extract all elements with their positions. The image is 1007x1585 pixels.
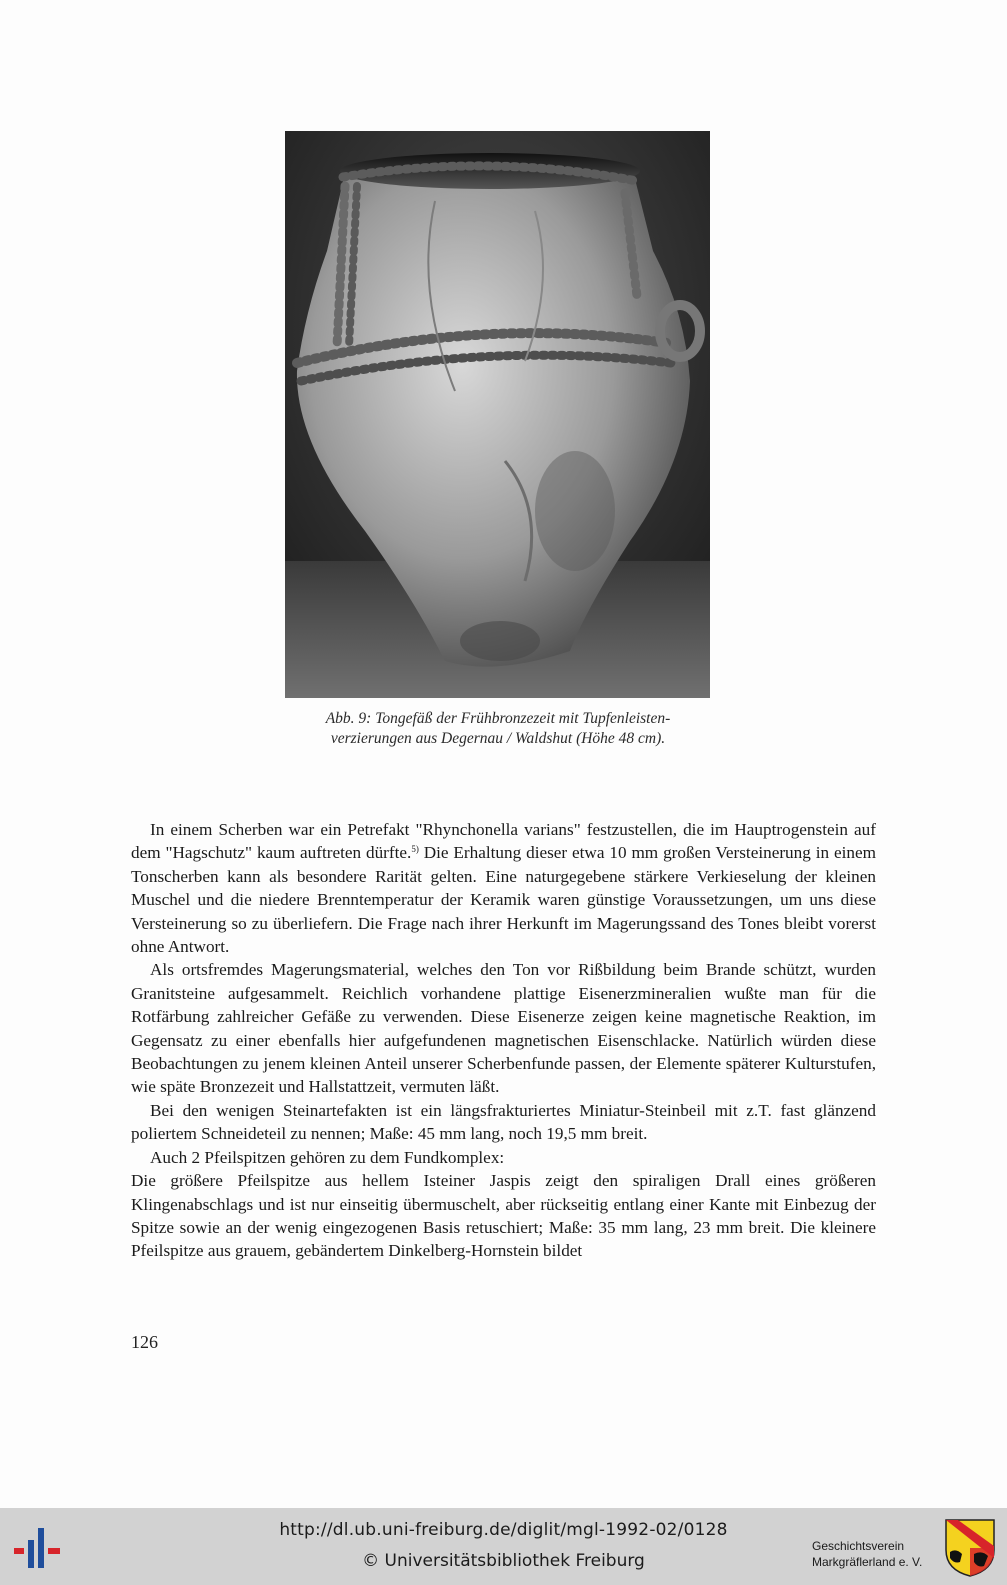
vessel-photo <box>285 131 710 698</box>
footer-bar <box>0 1508 1007 1585</box>
society-name <box>812 1538 942 1570</box>
society-line-1: Geschichtsverein <box>812 1539 905 1553</box>
footnote-reference[interactable]: 5) <box>411 844 419 855</box>
vessel-illustration <box>285 131 710 698</box>
caption-line-2: verzierungen aus Degernau / Waldshut (Höhe 48 cm). <box>330 730 666 747</box>
copyright-notice: © Universitätsbibliothek Freiburg <box>362 1551 645 1571</box>
paragraph-1-part-b: Die Erhaltung dieser etwa 10 mm großen Versteinerung in einem Tonscherben kann als besondere Rarität gelten. Eine naturgegebene stärkere Verkieselung der kleinen Muschel und die niedere Brenntemperatur der Keramik waren günstige Voraussetzungen, um uns diese Versteinerung so zu überliefern. Die Frage nach ihrer Herkunft im Magerungssand des Tones bleibt vorerst ohne Antwort. <box>131 843 876 957</box>
society-line-2: Markgräflerland e. V. <box>812 1555 923 1569</box>
permalink-url[interactable]: http://dl.ub.uni-freiburg.de/diglit/mgl-1992-02/0128 <box>279 1520 728 1540</box>
paragraph-1-part-a: In einem Scherben war ein Petrefakt "Rhynchonella varians" festzustellen, die im Hauptrogenstein auf dem "Hagschutz" kaum auftreten dürfte. <box>131 820 876 863</box>
coat-of-arms-icon[interactable] <box>944 1518 996 1578</box>
article-body <box>131 818 876 1263</box>
paragraph-3: Bei den wenigen Steinartefakten ist ein längsfrakturiertes Miniatur-Steinbeil mit z.T. fast glänzend poliertem Schneideteil zu nennen; Maße: 45 mm lang, noch 19,5 mm breit. <box>131 1100 876 1144</box>
paragraph-2: Als ortsfremdes Magerungsmaterial, welches den Ton vor Rißbildung beim Brande schützt, wurden Granitsteine aufgesammelt. Reichlich vorhandene plattige Eisenerzmineralien wußte man für die Rotfärbung zahlreicher Gefäße zu verwenden. Diese Eisenerze zeigen keine magnetische Reaktion, im Gegensatz zu einer ebenfalls hier aufgefundenen magnetischen Eisenschlacke. Natürlich würden diese Beobachtungen zu jenem kleinen Anteil unserer Scherbenfunde passen, der Elemente späterer Kulturstufen, wie späte Bronzezeit und Hallstattzeit, vermuten läßt. <box>131 960 876 1097</box>
paragraph-5: Die größere Pfeilspitze aus hellem Isteiner Jaspis zeigt den spiraligen Drall eines größeren Klingenabschlags und ist nur einseitig übermuschelt, aber rückseitig entlang einer Kante mit Einbezug der Spitze sowie an der wenig eingezogenen Basis retuschiert; Maße: 35 mm lang, 23 mm breit. Die kleinere Pfeilspitze aus grauem, gebändertem Dinkelberg-Hornstein bildet <box>131 1171 876 1261</box>
page-number: 126 <box>131 1332 158 1352</box>
caption-line-1: Abb. 9: Tongefäß der Frühbronzezeit mit Tupfenleisten- <box>325 710 671 727</box>
paragraph-4: Auch 2 Pfeilspitzen gehören zu dem Fundkomplex: <box>150 1147 505 1167</box>
paragraph-1 <box>131 818 876 958</box>
figure-caption <box>240 709 756 749</box>
